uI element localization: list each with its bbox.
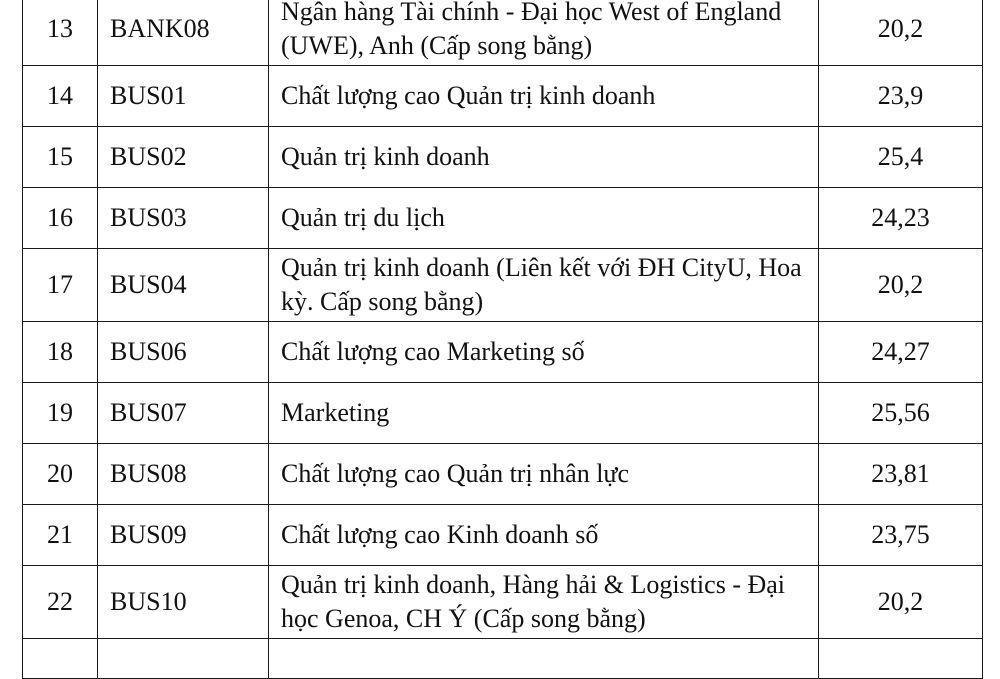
major-name: Quản trị kinh doanh, Hàng hải & Logistics - Đại học Genoa, CH Ý (Cấp song bằng)	[269, 566, 819, 639]
row-number: 13	[23, 0, 98, 66]
row-number: 18	[23, 322, 98, 383]
admission-score: 25,4	[819, 127, 983, 188]
major-name	[269, 639, 819, 679]
major-name: Chất lượng cao Quản trị nhân lực	[269, 444, 819, 505]
major-code: BUS07	[98, 383, 269, 444]
major-code: BUS10	[98, 566, 269, 639]
major-name: Chất lượng cao Marketing số	[269, 322, 819, 383]
major-code: BUS09	[98, 505, 269, 566]
major-code: BUS08	[98, 444, 269, 505]
row-number: 22	[23, 566, 98, 639]
major-code: BUS03	[98, 188, 269, 249]
table-row	[23, 566, 983, 639]
row-number: 15	[23, 127, 98, 188]
major-code: BUS01	[98, 66, 269, 127]
admission-score: 23,81	[819, 444, 983, 505]
admission-score: 23,75	[819, 505, 983, 566]
admission-score: 24,23	[819, 188, 983, 249]
table-row	[23, 127, 983, 188]
row-number	[23, 639, 98, 679]
admission-score: 25,56	[819, 383, 983, 444]
table-row	[23, 444, 983, 505]
major-name: Marketing	[269, 383, 819, 444]
table-row	[23, 188, 983, 249]
admission-score	[819, 639, 983, 679]
major-code: BUS06	[98, 322, 269, 383]
admission-score: 24,27	[819, 322, 983, 383]
major-name: Quản trị du lịch	[269, 188, 819, 249]
major-name: Chất lượng cao Quản trị kinh doanh	[269, 66, 819, 127]
major-code: BUS02	[98, 127, 269, 188]
row-number: 14	[23, 66, 98, 127]
admission-score: 23,9	[819, 66, 983, 127]
admission-score-table	[22, 0, 983, 679]
major-name: Quản trị kinh doanh	[269, 127, 819, 188]
row-number: 21	[23, 505, 98, 566]
table-row	[23, 505, 983, 566]
table-row	[23, 66, 983, 127]
admission-score: 20,2	[819, 249, 983, 322]
major-code: BUS04	[98, 249, 269, 322]
admission-score: 20,2	[819, 0, 983, 66]
row-number: 17	[23, 249, 98, 322]
major-name: Chất lượng cao Kinh doanh số	[269, 505, 819, 566]
admission-score: 20,2	[819, 566, 983, 639]
row-number: 16	[23, 188, 98, 249]
major-name: Quản trị kinh doanh (Liên kết với ĐH CityU, Hoa kỳ. Cấp song bằng)	[269, 249, 819, 322]
major-code: BANK08	[98, 0, 269, 66]
table-row-partial	[23, 639, 983, 679]
table-row	[23, 383, 983, 444]
table-row	[23, 249, 983, 322]
table-row	[23, 322, 983, 383]
major-code	[98, 639, 269, 679]
table-row	[23, 0, 983, 66]
row-number: 20	[23, 444, 98, 505]
major-name: Ngân hàng Tài chính - Đại học West of England (UWE), Anh (Cấp song bằng)	[269, 0, 819, 66]
row-number: 19	[23, 383, 98, 444]
